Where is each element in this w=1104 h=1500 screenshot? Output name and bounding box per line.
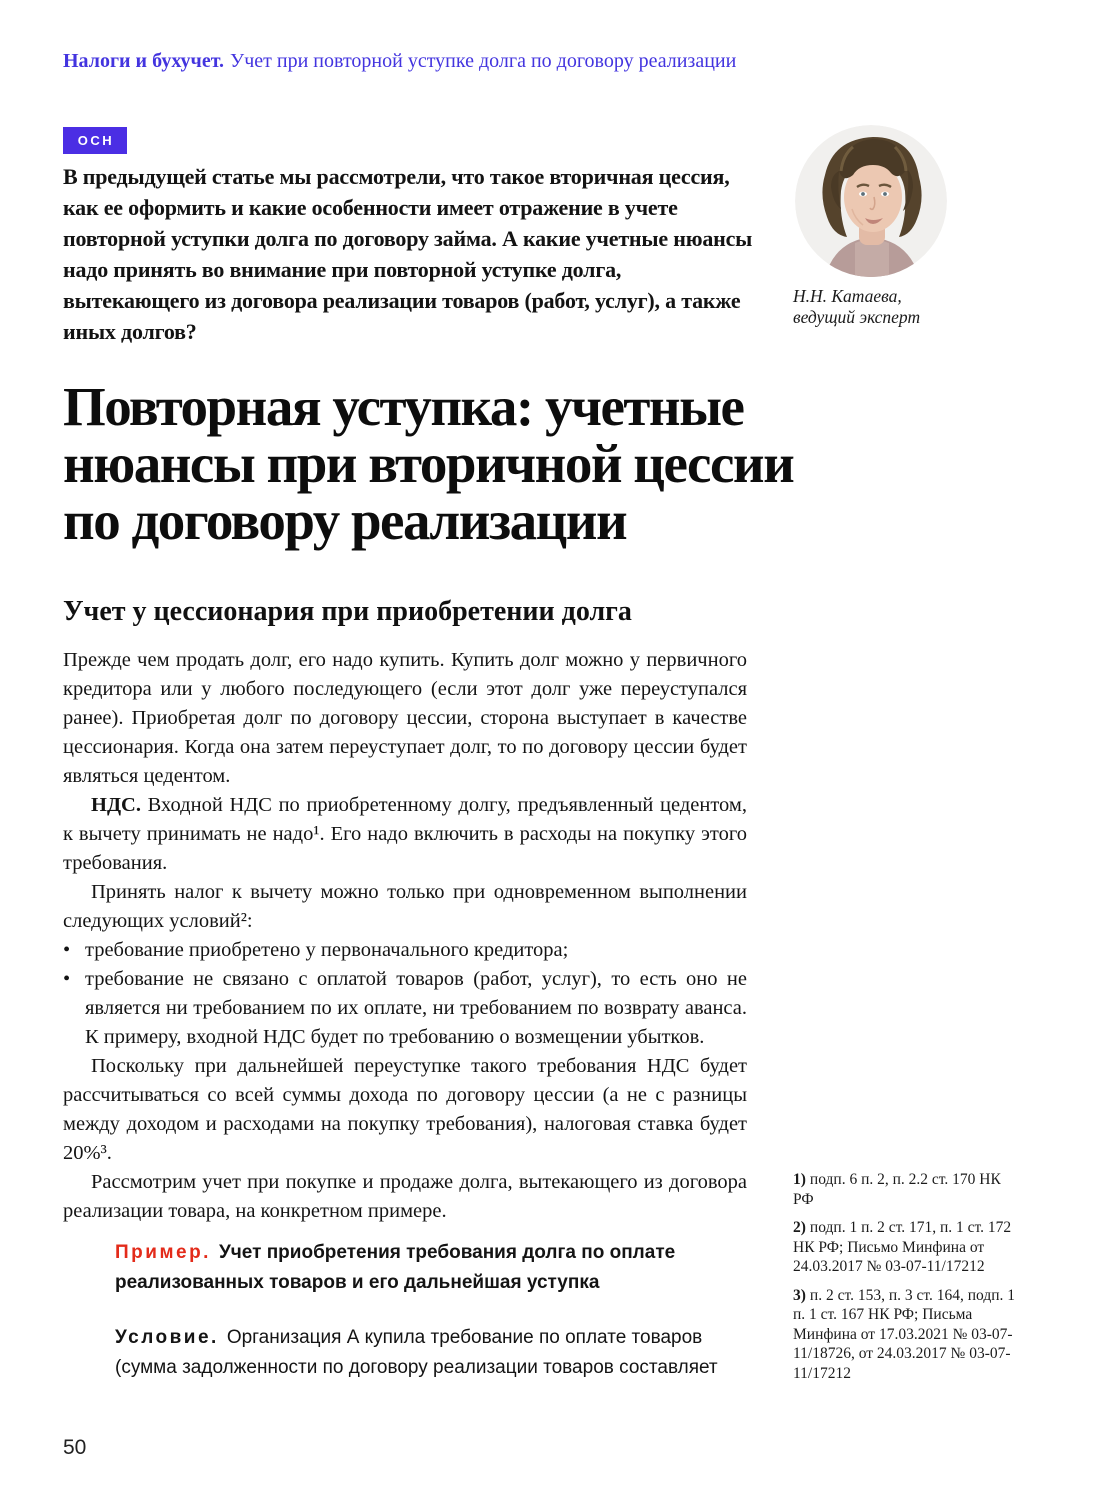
footnote-text: подп. 6 п. 2, п. 2.2 ст. 170 НК РФ <box>793 1171 1001 1208</box>
paragraph: Поскольку при дальнейшей переуступке такого требования НДС будет рассчитываться со всей суммы дохода по договору цессии (а не с разницы между доходом и расходами на покупку требования), налоговая ставка будет 20%³. <box>63 1055 747 1164</box>
intro-abstract: В предыдущей статье мы рассмотрели, что такое вторичная цессия, как ее оформить и какие особенности имеет отражение в учете повторной уступки долга по договору займа. А какие учетные нюансы надо принять во внимание при повторной уступке долга, вытекающего из договора реализации товаров (работ, услуг), а также иных долгов? <box>63 164 753 344</box>
list-item <box>63 936 747 965</box>
article-title <box>63 378 983 549</box>
example-block <box>115 1238 755 1383</box>
example-heading-text: Учет приобретения требования долга по оплате реализованных товаров и его дальнейшая уступка <box>115 1242 676 1293</box>
paragraph: Принять налог к вычету можно только при одновременном выполнении следующих условий²: <box>63 881 747 932</box>
author-caption <box>793 286 1023 328</box>
example-heading <box>115 1238 755 1298</box>
list-item-text: требование приобретено у первоначального кредитора; <box>85 939 569 961</box>
list-item <box>63 965 747 1052</box>
osn-badge: ОСН <box>63 127 127 154</box>
footnote-number: 2) <box>793 1219 806 1236</box>
author-block <box>793 125 1023 328</box>
footnote <box>793 1218 1025 1277</box>
footnote <box>793 1170 1025 1209</box>
author-photo <box>795 125 947 277</box>
condition-label: Условие. <box>115 1327 219 1348</box>
paragraph-nds <box>63 791 747 878</box>
footnote-number: 3) <box>793 1286 806 1304</box>
footnote-number: 1) <box>793 1171 806 1188</box>
article-name: Учет при повторной уступке долга по договору реализации <box>230 50 737 72</box>
example-label: Пример. <box>115 1242 211 1263</box>
footnote <box>793 1286 1025 1384</box>
author-role: ведущий эксперт <box>793 307 921 327</box>
example-condition <box>115 1323 755 1383</box>
list-item-text: требование не связано с оплатой товаров (работ, услуг), то есть оно не является ни требованием по их оплате, ни требованием по возврату аванса. К примеру, входной НДС будет по требованию о возмещении убытков. <box>85 968 747 1048</box>
condition-text: Организация А купила требование по оплате товаров (сумма задолженности по договору реализации товаров составляет <box>115 1327 718 1378</box>
author-name: Н.Н. Катаева, <box>793 286 902 306</box>
page-number: 50 <box>63 1436 87 1459</box>
paragraph-text: Входной НДС по приобретенному долгу, предъявленный цедентом, к вычету принимать не надо¹. Его надо включить в расходы на покупку этого требования. <box>63 794 747 874</box>
paragraph-lead: НДС. <box>91 794 141 816</box>
footnote-text: п. 2 ст. 153, п. 3 ст. 164, подп. 1 п. 1 ст. 167 НК РФ; Письма Минфина от 17.03.2021 № 03-07-11/18726, от 24.03.2017 № 03-07-11/17212 <box>793 1286 1016 1382</box>
section-name: Налоги и бухучет. <box>63 50 225 72</box>
bullet-icon <box>63 936 85 965</box>
title-line: Повторная уступка: учетные <box>63 376 744 437</box>
article-body <box>63 646 747 1226</box>
footnotes <box>793 1170 1025 1392</box>
paragraph: Рассмотрим учет при покупке и продаже долга, вытекающего из договора реализации товара, на конкретном примере. <box>63 1171 747 1222</box>
bullet-icon <box>63 965 85 1052</box>
title-line: нюансы при вторичной цессии <box>63 433 794 494</box>
paragraph: Прежде чем продать долг, его надо купить. Купить долг можно у первичного кредитора или у любого последующего (если этот долг уже переуступался ранее). Приобретая долг по договору цессии, сторона выступает в качестве цессионария. Когда она затем переуступает долг, то по договору цессии будет являться цедентом. <box>63 649 747 787</box>
section-heading: Учет у цессионария при приобретении долга <box>63 596 632 627</box>
footnote-text: подп. 1 п. 2 ст. 171, п. 1 ст. 172 НК РФ; Письмо Минфина от 24.03.2017 № 03-07-11/17212 <box>793 1219 1012 1275</box>
breadcrumb <box>63 49 963 73</box>
title-line: по договору реализации <box>63 490 627 551</box>
